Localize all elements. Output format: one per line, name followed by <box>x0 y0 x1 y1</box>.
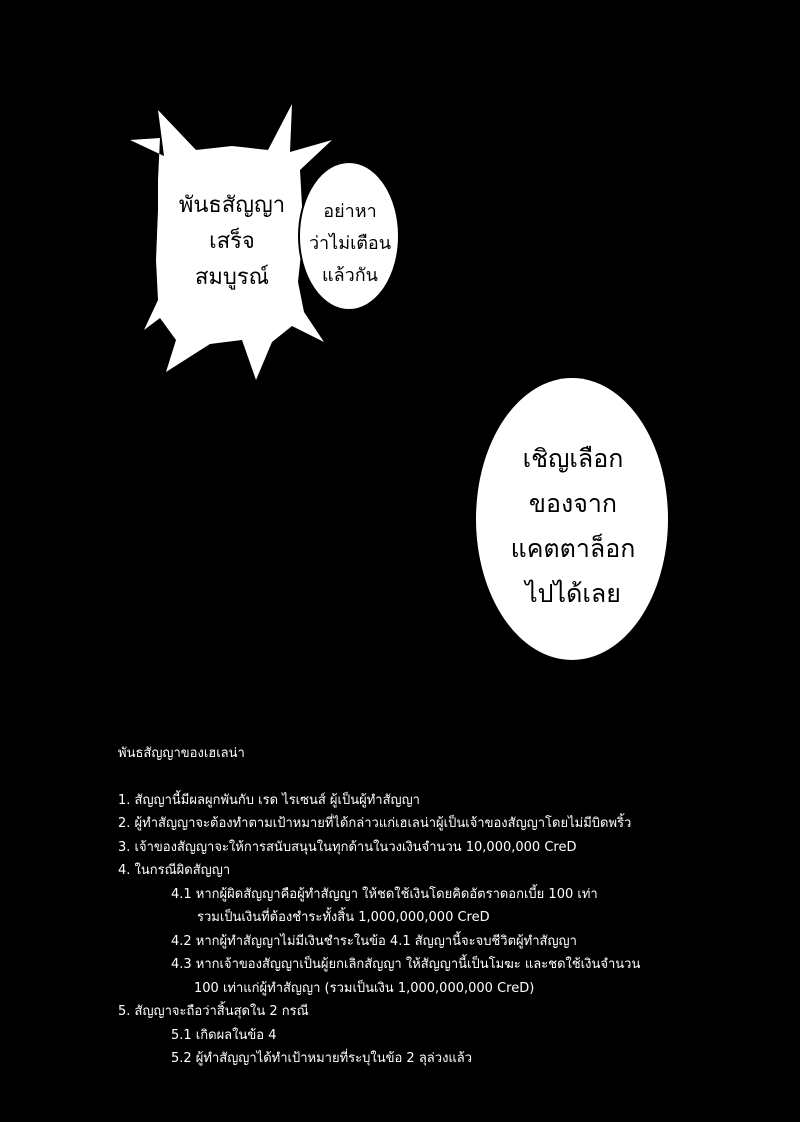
small-oval-text <box>300 196 400 292</box>
large-oval-line-3: แคตตาล็อก <box>510 534 636 563</box>
large-oval-line-1: เชิญเลือก <box>522 444 624 473</box>
contract-item-5-1: 5.1 เกิดผลในข้อ 4 <box>171 1027 277 1043</box>
large-oval-text <box>478 436 668 616</box>
contract-title: พันธสัญญาของเฮเลน่า <box>118 746 245 761</box>
small-oval-line-3: แล้วกัน <box>322 265 378 286</box>
large-oval-line-2: ของจาก <box>528 489 618 518</box>
small-oval-line-2: ว่าไม่เตือน <box>308 233 392 254</box>
burst-line-1: พันธสัญญา <box>178 193 286 218</box>
contract-item-4-2: 4.2 หากผู้ทำสัญญาไม่มีเงินชำระในข้อ 4.1 สัญญานี้จะจบชีวิตผู้ทำสัญญา <box>171 933 577 949</box>
contract-item-4-1-continued: รวมเป็นเงินที่ต้องชำระทั้งสิ้น 1,000,000,000 CreD <box>197 910 490 925</box>
contract-item-4-3: 4.3 หากเจ้าของสัญญาเป็นผู้ยกเลิกสัญญา ให้สัญญานี้เป็นโมฆะ และชดใช้เงินจำนวน <box>171 957 641 972</box>
contract-item-5-2: 5.2 ผู้ทำสัญญาได้ทำเป้าหมายที่ระบุในข้อ 2 ลุล่วงแล้ว <box>171 1051 473 1066</box>
contract-item-2: 2. ผู้ทำสัญญาจะต้องทำตามเป้าหมายที่ได้กล่าวแก่เฮเลน่าผู้เป็นเจ้าของสัญญาโดยไม่มีบิดพริ้ว <box>118 816 632 831</box>
small-oval-line-1: อย่าหา <box>323 201 377 222</box>
contract-item-4-3-continued: 100 เท่าแก่ผู้ทำสัญญา (รวมเป็นเงิน 1,000,000,000 CreD) <box>194 980 535 996</box>
burst-line-3: สมบูรณ์ <box>194 265 270 290</box>
large-oval-line-4: ไปได้เลย <box>525 579 621 608</box>
contract-item-1: 1. สัญญานี้มีผลผูกพันกับ เรด ไรเซนส์ ผู้เป็นผู้ทำสัญญา <box>118 792 420 808</box>
contract-item-4-1: 4.1 หากผู้ผิดสัญญาคือผู้ทำสัญญา ให้ชดใช้เงินโดยคิดอัตราดอกเบี้ย 100 เท่า <box>171 886 598 902</box>
burst-line-2: เสร็จ <box>209 229 255 254</box>
contract-item-3: 3. เจ้าของสัญญาจะให้การสนับสนุนในทุกด้านในวงเงินจำนวน 10,000,000 CreD <box>118 839 577 855</box>
contract-item-4: 4. ในกรณีผิดสัญญา <box>118 863 231 878</box>
burst-bubble-text <box>160 188 304 296</box>
contract-text-block <box>118 742 758 1071</box>
contract-item-5: 5. สัญญาจะถือว่าสิ้นสุดใน 2 กรณี <box>118 1004 309 1019</box>
